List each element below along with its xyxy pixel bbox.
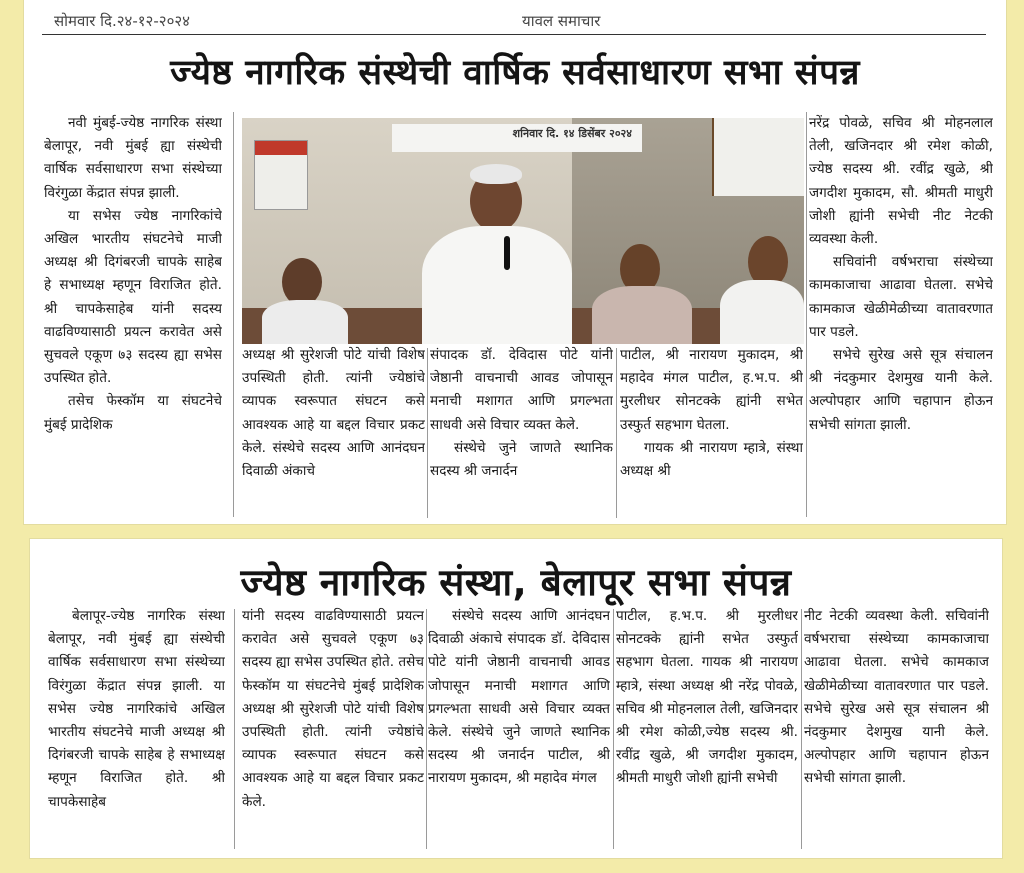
column-divider [616,348,617,518]
event-photo [242,118,804,344]
article1-column-2 [242,344,425,522]
paragraph: संपादक डॉ. देविदास पोटे यांनी जेष्ठानी वाचनाची आवड जोपासून मनाची मशागत आणि प्रगल्भता साधवी असे विचार व्यक्त केले. [430,347,613,433]
article1-headline: ज्येष्ठ नागरिक संस्थेची वार्षिक सर्वसाधारण सभा संपन्न [170,53,860,93]
column-divider [806,112,807,517]
paragraph: संस्थेचे सदस्य आणि आनंदघन दिवाळी अंकाचे संपादक डॉ. देविदास पोटे यांनी जेष्ठानी वाचनाची आवड जोपासून मनाची मशागत आणि प्रगल्भता साधवी असे विचार व्यक्त केले. संस्थेचे जुने जाणते स्थानिक सदस्य श्री जनार्दन पाटील, श्री नारायण मुकादम, श्री महादेव मंगल [428,608,610,787]
paragraph: पाटील, ह.भ.प. श्री मुरलीधर सोनटक्के ह्यांनी सभेत उस्फुर्त सहभाग घेतला. गायक श्री नारायण म्हात्रे, संस्था अध्यक्ष श्री नरेंद्र पोवळे, सचिव श्री मोहनलाल तेली, खजिनदार श्री रमेश कोळी,ज्येष्ठ सदस्य श्री. रवींद्र खुळे, श्री जगदीश मुकादम, श्रीमती माधुरी जोशी ह्यांनी सभेची [616,608,798,787]
newspaper-name: यावल समाचार [522,12,601,30]
masthead [42,6,986,35]
column-divider [427,348,428,518]
column-divider [233,112,234,517]
paragraph: नरेंद्र पोवळे, सचिव श्री मोहनलाल तेली, खजिनदार श्री रमेश कोळी, ज्येष्ठ सदस्य श्री. रवींद्र खुळे, श्री जगदीश मुकादम, सौ. श्रीमती माधुरी जोशी ह्यांनी सभेची नीट नेटकी व्यवस्था केली. [809,115,993,248]
paragraph: अध्यक्ष श्री सुरेशजी पोटे यांची विशेष उपस्थिती होती. त्यांनी ज्येष्ठांचे व्यापक स्वरूपात संघटन कसे आवश्यक आहे या बद्दल विचार प्रकट केले. संस्थेचे सदस्य आणि आनंदघन दिवाळी अंकाचे [242,347,425,480]
notice-board [712,118,804,196]
paragraph: या सभेस ज्येष्ठ नागरिकांचे अखिल भारतीय संघटनेचे माजी अध्यक्ष श्री दिगंबरजी चापके साहेब हे सभाध्यक्ष म्हणून विराजित होते. श्री चापकेसाहेब यांनी सदस्य वाढविण्यासाठी प्रयत्न करावेत असे सुचवले एकूण ७३ सदस्य ह्या सभेस उपस्थित होते. [44,207,222,387]
column-divider [801,609,802,849]
paragraph: पाटील, श्री नारायण मुकादम, श्री महादेव मंगल पाटील, ह.भ.प. श्री मुरलीधर सोनटक्के ह्यांनी सभेत उस्फुर्त सहभाग घेतला. [620,347,803,433]
article1-column-3 [430,344,613,522]
masthead-date: सोमवार दि.२४-१२-२०२४ [54,12,190,30]
article2-column-3 [428,605,610,855]
column-divider [613,609,614,849]
news-clipping-1 [24,0,1006,524]
calendar-icon [254,140,308,210]
paragraph: संस्थेचे जुने जाणते स्थानिक सदस्य श्री जनार्दन [430,439,613,480]
article2-column-5 [804,605,989,855]
column-divider [234,609,235,849]
paragraph: सभेचे सुरेख असे सूत्र संचालन श्री नंदकुमार देशमुख यानी केले. अल्पोपहार आणि चहापान होऊन सभेची सांगता झाली. [809,347,993,433]
article2-column-1 [48,605,225,855]
paragraph: बेलापूर-ज्येष्ठ नागरिक संस्था बेलापूर, नवी मुंबई ह्या संस्थेची वार्षिक सर्वसाधारण सभा संस्थेच्या विरंगुळा केंद्रात संपन्न झाली. या सभेस ज्येष्ठ नागरिकांचे अखिल भारतीय संघटनेचे माजी अध्यक्ष श्री दिगंबरजी चापके साहेब हे सभाध्यक्ष म्हणून विराजित होते. श्री चापकेसाहेब [48,608,225,810]
news-clipping-2 [30,539,1002,858]
photo-banner: शनिवार दि. १४ डिसेंबर २०२४ [392,124,642,152]
article1-column-1 [44,112,222,522]
paragraph: तसेच फेस्कॉम या संघटनेचे मुंबई प्रादेशिक [44,393,222,433]
article2-column-2 [242,605,424,855]
article1-column-5 [809,112,993,522]
article2-headline: ज्येष्ठ नागरिक संस्था, बेलापूर सभा संपन्न [240,561,792,604]
column-divider [426,609,427,849]
article2-column-4 [616,605,798,855]
paragraph: सचिवांनी वर्षभराचा संस्थेच्या कामकाजाचा आढावा घेतला. सभेचे कामकाज खेळीमेळीच्या वातावरणात पार पडले. [809,254,993,340]
paragraph: नवी मुंबई-ज्येष्ठ नागरिक संस्था बेलापूर, नवी मुंबई ह्या संस्थेची वार्षिक सर्वसाधारण सभा संस्थेच्या विरंगुळा केंद्रात संपन्न झाली. [44,115,222,201]
paragraph: यांनी सदस्य वाढविण्यासाठी प्रयत्न करावेत असे सुचवले एकूण ७३ सदस्य ह्या सभेस उपस्थित होते. तसेच फेस्कॉम या संघटनेचे मुंबई प्रादेशिक अध्यक्ष श्री सुरेशजी पोटे यांची विशेष उपस्थिती होती. त्यांनी ज्येष्ठांचे व्यापक स्वरूपात संघटन कसे आवश्यक आहे या बद्दल विचार प्रकट केले. [242,608,424,810]
paragraph: नीट नेटकी व्यवस्था केली. सचिवांनी वर्षभराचा संस्थेच्या कामकाजाचा आढावा घेतला. सभेचे कामकाज खेळीमेळीच्या वातावरणात पार पडले. सभेचे सुरेख असे सूत्र संचालन श्री नंदकुमार देशमुख यानी केले. अल्पोपहार आणि चहापान होऊन सभेची सांगता झाली. [804,608,989,787]
paragraph: गायक श्री नारायण म्हात्रे, संस्था अध्यक्ष श्री [620,439,803,480]
article1-column-4 [620,344,803,522]
